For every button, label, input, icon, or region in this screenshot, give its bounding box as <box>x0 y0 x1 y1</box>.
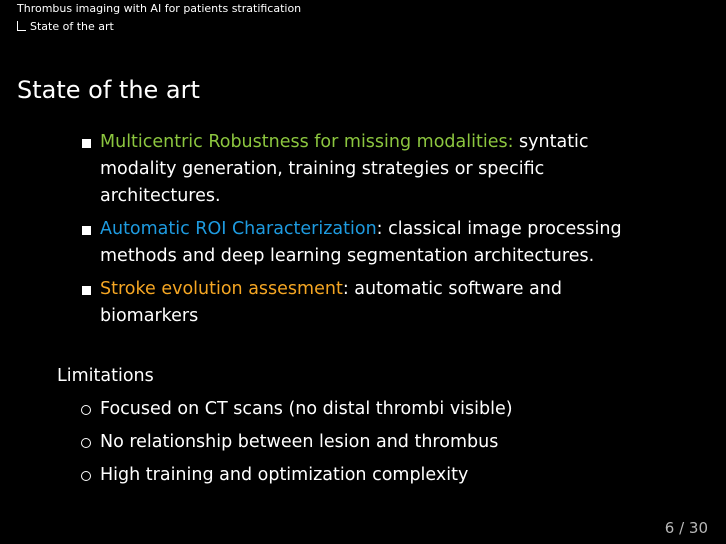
square-bullet-icon <box>82 226 91 235</box>
list-item <box>78 462 658 489</box>
section-link[interactable] <box>17 20 114 34</box>
page-number: 6 / 30 <box>664 519 708 537</box>
bullet-highlight: Multicentric Robustness for missing modalities: <box>100 132 514 152</box>
square-bullet-icon <box>82 139 91 148</box>
limitations-list <box>78 396 658 495</box>
list-item <box>78 216 658 270</box>
section-label: State of the art <box>30 20 114 33</box>
list-item <box>78 276 658 330</box>
list-item <box>78 429 658 456</box>
list-item <box>78 396 658 423</box>
circle-bullet-icon <box>81 405 91 415</box>
bullet-text: syntatic modality generation, training strategies or specific architectures. <box>100 132 589 206</box>
bullet-text: : automatic software and biomarkers <box>100 279 562 326</box>
limitations-heading: Limitations <box>57 366 154 386</box>
list-item <box>78 129 658 210</box>
tree-corner-icon <box>17 21 26 31</box>
limitation-text: Focused on CT scans (no distal thrombi visible) <box>100 399 513 419</box>
circle-bullet-icon <box>81 438 91 448</box>
limitation-text: No relationship between lesion and thrombus <box>100 432 499 452</box>
page-title: State of the art <box>17 76 200 104</box>
limitation-text: High training and optimization complexity <box>100 465 469 485</box>
bullet-highlight: Stroke evolution assesment <box>100 279 343 299</box>
bullet-text: : classical image processing methods and deep learning segmentation architectures. <box>100 219 622 266</box>
circle-bullet-icon <box>81 471 91 481</box>
bullet-highlight: Automatic ROI Characterization <box>100 219 377 239</box>
square-bullet-icon <box>82 286 91 295</box>
presentation-title[interactable]: Thrombus imaging with AI for patients stratification <box>17 2 302 15</box>
state-of-art-list <box>78 129 658 336</box>
